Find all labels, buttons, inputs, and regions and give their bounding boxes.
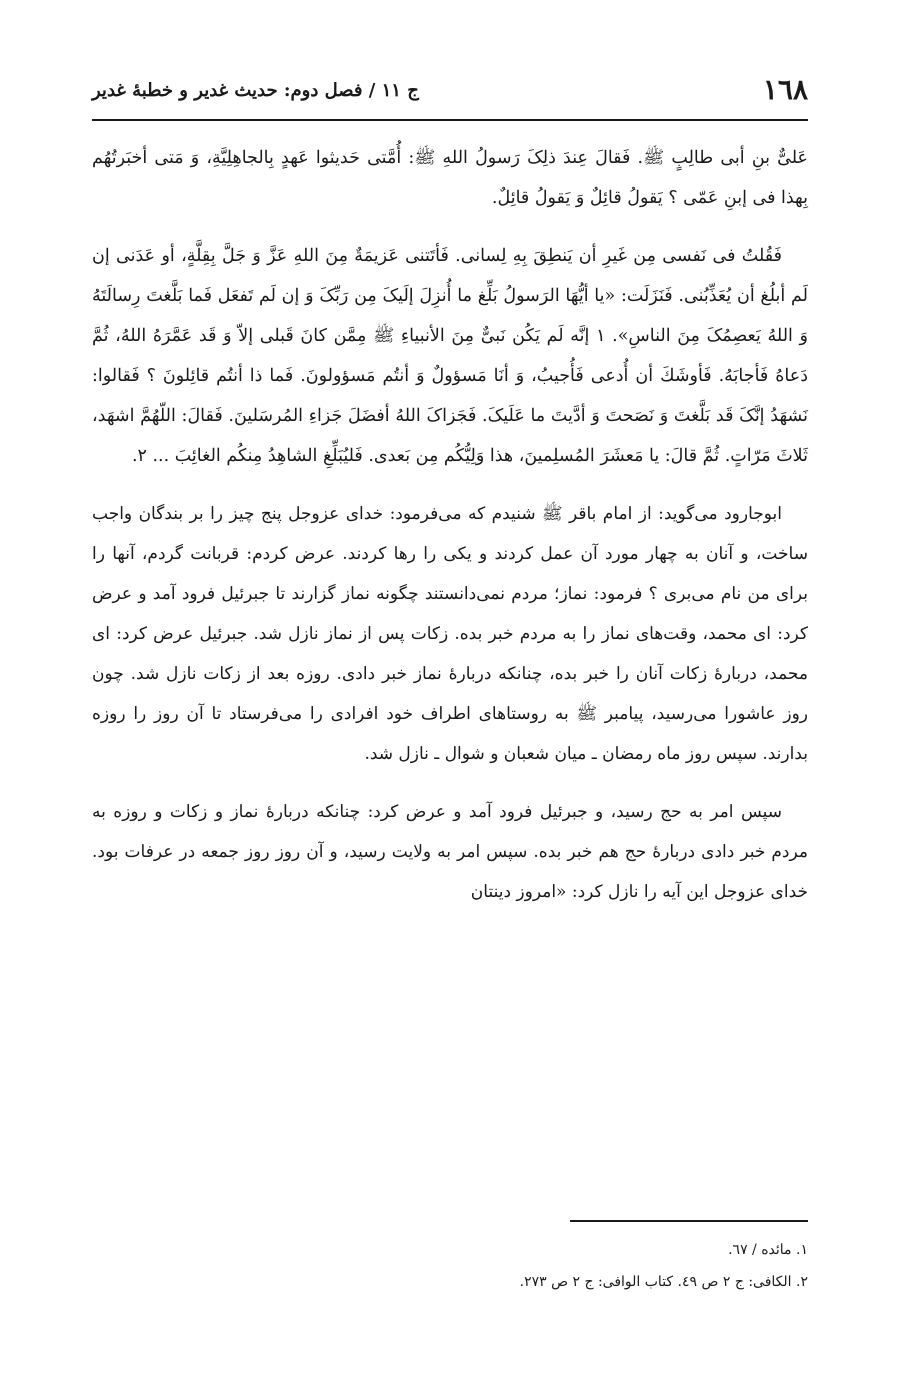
farsi-paragraph-2: سپس امر به حج رسيد، و جبرئيل فرود آمد و عرض كرد: چنانكه دربارهٔ نماز و زكات و روزه به مردم خبر دادى دربارهٔ حج هم خبر بده. سپس امر به ولايت رسيد، و آن روز روز جمعه در عرفات بود. خداى عزوجل اين آيه را نازل كرد: «امروز دينتان — [92, 802, 808, 902]
running-title: ج ١١ / فصل دوم: حديث غدير و خطبهٔ غدير — [92, 80, 419, 101]
main-text — [92, 138, 808, 912]
page-number: ١٦٨ — [762, 73, 808, 106]
header-divider — [92, 119, 808, 121]
footnote-1: ١. مائده / ٦٧. — [728, 1242, 808, 1258]
farsi-paragraph-1: ابوجارود مى‌گويد: از امام باقر ﷺ شنيدم كه مى‌فرمود: خداى عزوجل پنج چيز را بر بندگان واجب ساخت، و آنان به چهار مورد آن عمل كردند و يكى را رها كردند. عرض كردم: قربانت گردم، آنها را براى من نام مى‌برى ؟ فرمود: نماز؛ مردم نمى‌دانستند چگونه نماز گزارند تا جبرئيل فرود آمد و عرض كرد: اى محمد، وقت‌هاى نماز را به مردم خبر بده. زكات پس از نماز نازل شد. جبرئيل عرض كرد: اى محمد، دربارهٔ زكات آنان را خبر بده، چنانكه دربارهٔ نماز خبر دادى. روزه بعد از زكات نازل شد. چون روز عاشورا مى‌رسيد، پيامبر ﷺ به روستاهاى اطراف خود افرادى را مى‌فرستاد تا آن روز را روزه بدارند. سپس روز ماه رمضان ـ ميان شعبان و شوال ـ نازل شد. — [92, 504, 808, 764]
footnotes — [92, 1234, 808, 1298]
page-header — [92, 72, 808, 112]
arabic-paragraph-1: عَلىٌّ بنِ أبى طالِبٍ ﷺ. فَقالَ عِندَ ذلِکَ رَسولُ اللهِ ﷺ: أُمَّتى حَديثوا عَهدٍ بِالجاهِلِيَّةِ، وَ مَتى أخبَرتُهُم بِهذا فى إبنِ عَمّى ؟ يَقولُ قائِلٌ وَ يَقولُ قائِلٌ. — [92, 148, 808, 208]
footnote-2: ٢. الكافى: ج ٢ ص ٤٩. كتاب الوافى: ج ٢ ص ٢٧٣. — [519, 1274, 808, 1290]
footnote-divider — [570, 1220, 808, 1222]
arabic-paragraph-2: فَقُلتُ فى نَفسى مِن غَيرِ أن يَنطِقَ بِهِ لِسانى. فَأتَتنى عَزيمَةٌ مِنَ اللهِ عَزَّ وَ جَلَّ بِقِلَّةٍ، أو عَدَنى إن لَم أبلُغ أن يُعَذِّبُنى. فَنَزَلَت: «يا أيُّهَا الرَسولُ بَلِّغ ما أُنزِلَ إلَيکَ مِن رَبِّکَ وَ إن لَم تَفعَل فَما بَلَّغتَ رِسالَتَهُ وَ اللهُ يَعصِمُکَ مِنَ الناسِ». ١ إنَّه لَم يَكُن نَبىٌّ مِنَ الأنبياءِ ﷺ مِمَّن كانَ قَبلى إلاّ وَ قَد عَمَّرَهُ اللهُ، ثُمَّ دَعاهُ فَأجابَهُ. فَأوشَكَ أن أُدعى فَأُجيبُ، وَ أنَا مَسؤولٌ وَ أنتُم مَسؤولونَ. فَما ذا أنتُم قائِلونَ ؟ فَقالوا: نَشهَدُ إنَّکَ قَد بَلَّغتَ وَ نَصَحتَ وَ أدَّيتَ ما عَلَيکَ. فَجَزاکَ اللهُ أفضَلَ جَزاءِ المُرسَلينَ. فَقالَ: اللّهُمَّ اشهَد، ثَلاثَ مَرّاتٍ. ثُمَّ قالَ: يا مَعشَرَ المُسلِمينَ، هذا وَلِيُّكُم مِن بَعدى. فَليُبَلِّغِ الشاهِدُ مِنكُم الغائِبَ ... ٢. — [92, 246, 808, 466]
